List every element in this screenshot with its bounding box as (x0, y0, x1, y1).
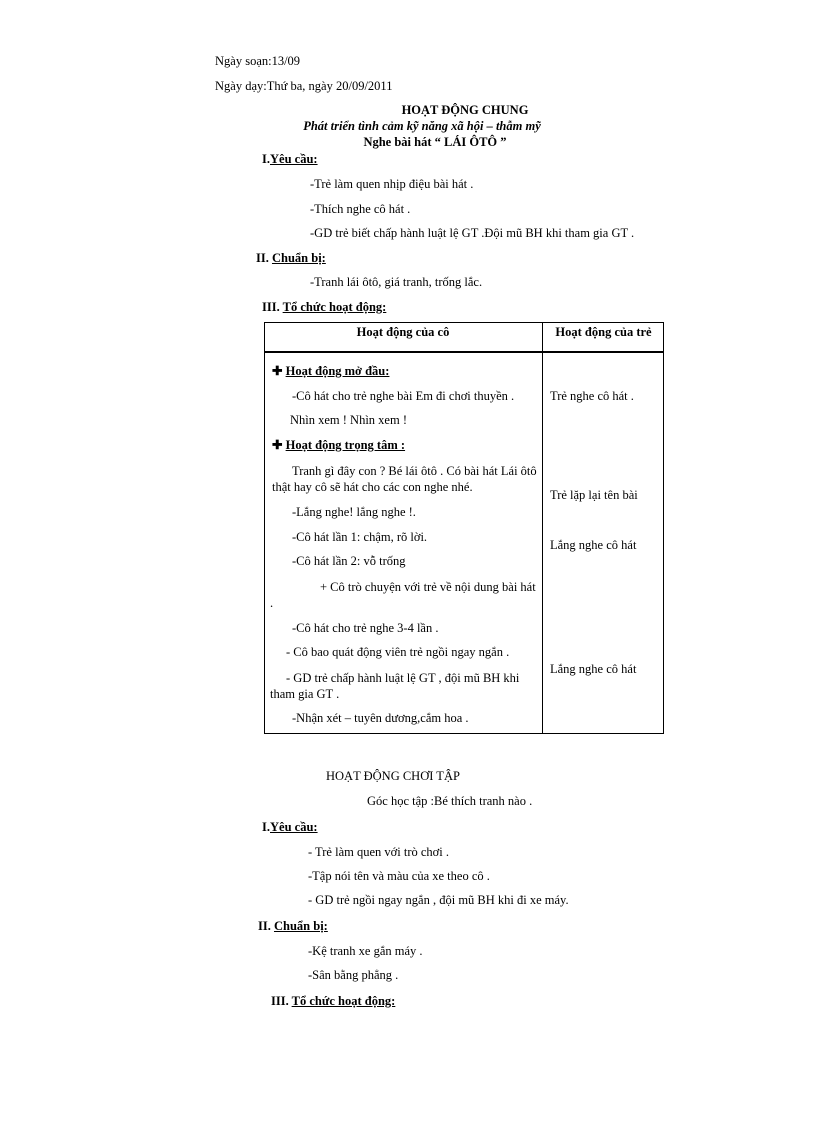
table-header-child: Hoạt động của trẻ (555, 325, 652, 339)
teach-date: Ngày dạy:Thứ ba, ngày 20/09/2011 (215, 79, 393, 93)
section1-topic: Nghe bài hát “ LÁI ÔTÔ ” (363, 135, 507, 149)
teacher-line: -Nhận xét – tuyên dương,cắm hoa . (292, 711, 469, 725)
teacher-line: -Cô hát cho trẻ nghe 3-4 lần . (292, 621, 439, 635)
section1-org-heading (262, 300, 386, 315)
table-header-teacher: Hoạt động của cô (356, 325, 450, 339)
section2-req-item: -Tập nói tên và màu của xe theo cô . (308, 869, 490, 883)
section2-subtitle: Góc học tập :Bé thích tranh nào . (367, 794, 533, 808)
section2-req-item: - Trẻ làm quen với trò chơi . (308, 845, 449, 859)
opening-heading-label: Hoạt động mở đầu: (285, 364, 390, 378)
section2-prep-num: II. (258, 919, 271, 933)
teacher-line: -Cô hát lần 2: vỗ trống (292, 554, 406, 568)
prep-date: Ngày soạn:13/09 (215, 54, 301, 68)
section1-org-num: III. (262, 300, 280, 314)
section2-req-num: I. (262, 820, 270, 834)
table-column-divider (542, 322, 543, 734)
section2-req-heading (262, 820, 318, 835)
section2-req-item: - GD trẻ ngồi ngay ngắn , đội mũ BH khi đi xe máy. (308, 893, 569, 907)
section2-prep-label: Chuẩn bị: (273, 919, 328, 933)
teacher-line: Nhìn xem ! Nhìn xem ! (290, 413, 407, 427)
section1-prep-item: -Tranh lái ôtô, giá tranh, trống lắc. (310, 275, 483, 289)
section1-req-label: Yêu cầu: (270, 152, 318, 166)
child-response: Trẻ nghe cô hát . (550, 389, 634, 403)
teacher-line: -Cô hát cho trẻ nghe bài Em đi chơi thuyền . (292, 389, 515, 403)
section1-req-item: -Thích nghe cô hát . (310, 202, 411, 216)
child-response: Trẻ lặp lại tên bài (550, 488, 638, 502)
section1-subtitle: Phát triển tình cảm kỹ năng xã hội – thẫm mỹ (303, 119, 541, 133)
teacher-line: - Cô bao quát động viên trẻ ngồi ngay ngắn . (286, 645, 510, 659)
section1-req-num: I. (262, 152, 270, 166)
section2-org-heading (271, 994, 395, 1009)
child-response: Lắng nghe cô hát (550, 662, 637, 676)
section2-prep-item: -Kệ tranh xe gắn máy . (308, 944, 423, 958)
main-heading-label: Hoạt động trọng tâm : (285, 438, 406, 452)
section2-req-label: Yêu cầu: (270, 820, 318, 834)
section1-prep-num: II. (256, 251, 269, 265)
plus-icon: ✚ (272, 364, 283, 378)
teacher-conversation: + Cô trò chuyện với trẻ về nội dung bài hát . (270, 580, 536, 610)
section2-org-num: III. (271, 994, 289, 1008)
table-header-divider (264, 351, 664, 353)
teacher-gd-line: - GD trẻ chấp hành luật lệ GT , đội mũ BH khi tham gia GT . (270, 671, 520, 701)
section1-req-item: -Trẻ làm quen nhịp điệu bài hát . (310, 177, 474, 191)
opening-heading (272, 364, 389, 379)
section2-org-label: Tổ chức hoạt động: (291, 994, 396, 1008)
section2-prep-item: -Sân bằng phẳng . (308, 968, 399, 982)
section1-req-heading (262, 152, 318, 167)
plus-icon: ✚ (272, 438, 283, 452)
teacher-line: -Lắng nghe! lắng nghe !. (292, 505, 416, 519)
teacher-line: -Cô hát lần 1: chậm, rõ lời. (292, 530, 428, 544)
section1-title: HOẠT ĐỘNG CHUNG (401, 103, 529, 117)
section1-org-label: Tổ chức hoạt động: (282, 300, 387, 314)
teacher-paragraph: Tranh gì đây con ? Bé lái ôtô . Có bài hát Lái ôtô thật hay cô sẽ hát cho các con nghe nhé. (272, 464, 537, 494)
section1-prep-label: Chuẩn bị: (271, 251, 326, 265)
child-response: Lắng nghe cô hát (550, 538, 637, 552)
section1-prep-heading (256, 251, 326, 266)
main-heading (272, 438, 405, 453)
section2-title: HOẠT ĐỘNG CHƠI TẬP (326, 769, 460, 783)
section2-prep-heading (258, 919, 328, 934)
section1-req-item: -GD trẻ biết chấp hành luật lệ GT .Đội mũ BH khi tham gia GT . (310, 226, 635, 240)
